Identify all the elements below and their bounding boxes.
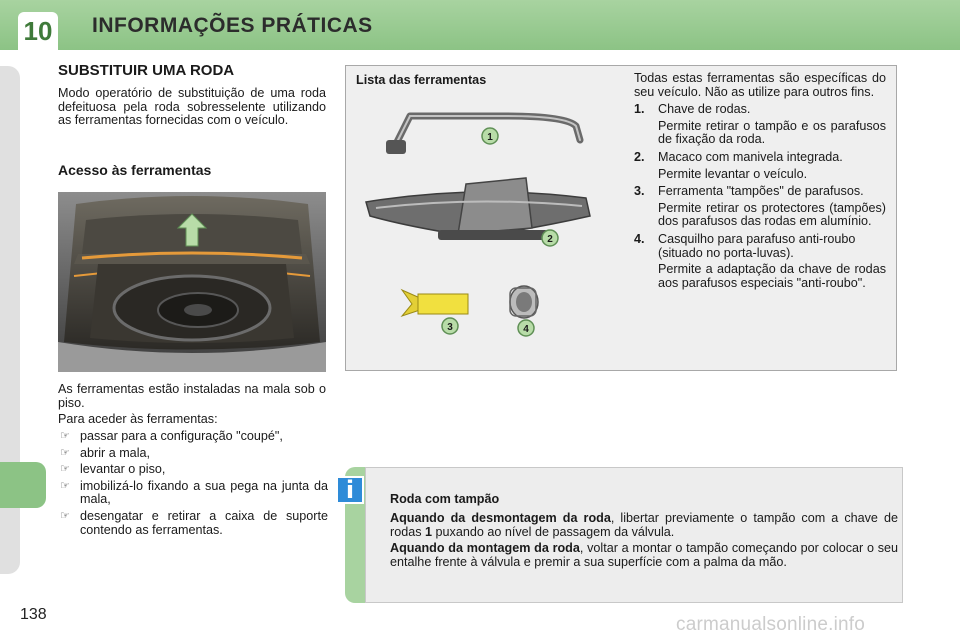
info-paragraph-fitting <box>390 542 898 569</box>
tool-name: Macaco com manivela integrada. <box>658 149 843 164</box>
info-title: Roda com tampão <box>390 492 500 506</box>
tool-description: Permite retirar o tampão e os parafusos de fixação da roda. <box>658 118 886 147</box>
step-text: desengatar e retirar a caixa de suporte contendo as ferramentas. <box>80 508 328 537</box>
info-text: , libertar previamente o tampão com a chave de rodas <box>390 511 898 539</box>
hand-pointer-icon: ☞ <box>60 446 70 459</box>
list-item <box>58 430 328 444</box>
tool-name: Casquilho para parafuso anti-roubo (situado no porta-luvas). <box>658 231 856 260</box>
hand-pointer-icon: ☞ <box>60 479 70 492</box>
watermark: carmanualsonline.info <box>676 614 866 635</box>
list-item <box>58 510 328 537</box>
tool-item <box>634 103 886 117</box>
step-text: abrir a mala, <box>80 445 150 460</box>
chapter-badge <box>18 12 58 52</box>
intro-text: Modo operatório de substituição de uma roda defeituosa pela roda sobresselente utilizando as ferramentas fornecidas com o veículo. <box>58 86 326 128</box>
list-item <box>58 463 328 477</box>
callout-label: 1 <box>487 132 493 143</box>
tools-intro: Todas estas ferramentas são específicas do seu veículo. Não as utilize para outros fins. <box>634 71 886 99</box>
info-paragraph-removal <box>390 512 898 539</box>
hand-pointer-icon: ☞ <box>60 430 70 442</box>
tool-description: Permite a adaptação da chave de rodas aos parafusos especiais "anti-roubo". <box>658 262 886 290</box>
info-text: , voltar a montar o tampão começando por colocar o seu entalhe frente à válvula e premir a sua superfície com a palma da mão. <box>390 541 899 569</box>
page-number: 138 <box>20 606 47 623</box>
info-text: puxando ao nível de passagem da válvula. <box>432 524 675 539</box>
tool-item <box>634 151 886 165</box>
tool-name: Chave de rodas. <box>658 102 751 117</box>
page-title: INFORMAÇÕES PRÁTICAS <box>92 14 373 37</box>
list-item <box>58 447 328 461</box>
section-title: SUBSTITUIR UMA RODA <box>58 62 235 79</box>
tool-number: 3. <box>634 184 645 199</box>
info-panel <box>365 467 903 603</box>
tool-item <box>634 233 886 260</box>
tools-location-text: As ferramentas estão instaladas na mala sob o piso. <box>58 382 326 410</box>
tool-number: 1. <box>634 102 645 117</box>
step-text: levantar o piso, <box>80 462 166 477</box>
tool-description: Permite levantar o veículo. <box>658 166 808 181</box>
socket-shape <box>510 286 538 318</box>
tools-illustration <box>346 66 616 366</box>
sidebar-chapter-tab <box>0 462 46 508</box>
tool-item <box>634 185 886 199</box>
cap-tool-shape <box>402 290 420 316</box>
step-text: passar para a configuração "coupé", <box>80 429 283 443</box>
hand-pointer-icon: ☞ <box>60 509 70 522</box>
tools-title: Lista das ferramentas <box>356 73 487 87</box>
chapter-number: 10 <box>23 16 53 46</box>
tools-description <box>634 72 886 290</box>
tool-description: Permite retirar os protectores (tampões) dos parafusos das rodas em alumínio. <box>658 200 886 229</box>
steps-list <box>58 430 328 540</box>
access-intro-text: Para aceder às ferramentas: <box>58 412 218 426</box>
callout-label: 2 <box>547 234 553 245</box>
tool-number: 4. <box>634 231 645 246</box>
trunk-photo <box>58 192 326 372</box>
info-box <box>345 467 903 603</box>
callout-label: 3 <box>447 322 453 333</box>
info-bold-lead: Aquando da desmontagem da roda <box>390 511 611 525</box>
tool-name: Ferramenta "tampões" de parafusos. <box>658 184 864 199</box>
step-text: imobilizá-lo fixando a sua pega na junta da mala, <box>80 478 328 507</box>
hand-pointer-icon: ☞ <box>60 463 70 476</box>
info-tool-ref: 1 <box>425 524 433 539</box>
subsection-title: Acesso às ferramentas <box>58 162 212 178</box>
tool-number: 2. <box>634 149 645 164</box>
list-item <box>58 480 328 507</box>
info-icon: i <box>336 476 364 504</box>
info-bold-lead: Aquando da montagem da roda <box>390 541 580 555</box>
tools-panel <box>345 65 897 371</box>
callout-label: 4 <box>523 324 529 335</box>
